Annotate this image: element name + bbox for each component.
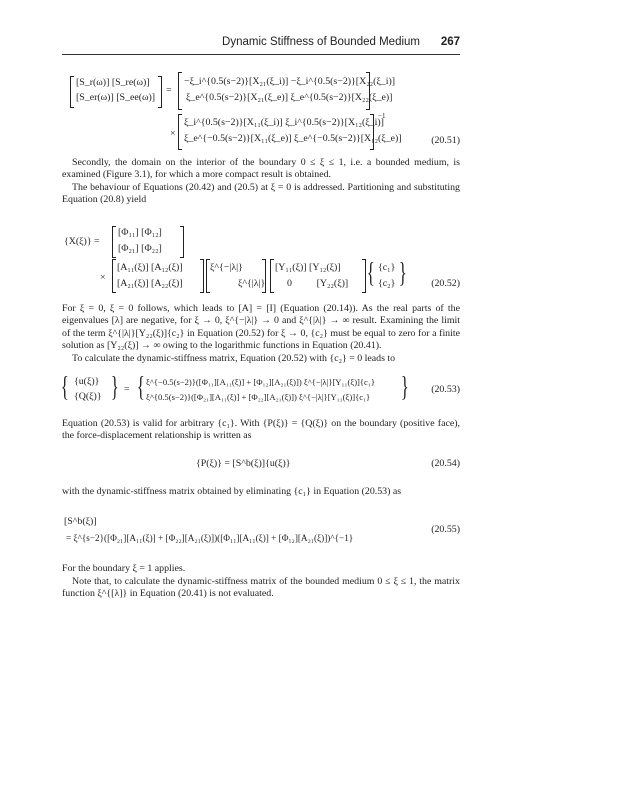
bracket-right: [262, 259, 266, 293]
brace-left: {: [136, 372, 145, 403]
eq-20-52-lhs: {X(ξ)} =: [64, 236, 100, 247]
eq-number-20-51: (20.51): [431, 135, 460, 146]
paragraph-behaviour: The behaviour of Equations (20.42) and (20.5) at ξ = 0 is addressed. Partitioning and substituting Equation (20.8) yield: [62, 182, 460, 206]
brace-left: {: [366, 258, 375, 289]
eq-20-52-phi-row2: [Φ₂₁] [Φ₂₂]: [118, 243, 162, 254]
eq-20-52-phi-row1: [Φ₁₁] [Φ₁₂]: [118, 227, 162, 238]
eq-20-51-lhs-row1: [S_r(ω)] [S_re(ω)]: [76, 77, 150, 88]
bracket-left: [112, 226, 116, 258]
eq-20-52-y-row2: 0 [Y₂₂(ξ)]: [287, 278, 349, 289]
bracket-right: [158, 76, 162, 108]
eq-number-20-55: (20.55): [431, 524, 460, 535]
eq-number-20-54: (20.54): [431, 458, 460, 469]
eq-20-51-times: ×: [170, 128, 176, 139]
bracket-left: [112, 259, 116, 293]
eq-number-20-52: (20.52): [431, 278, 460, 289]
paragraph-note: Note that, to calculate the dynamic-stiffness matrix of the bounded medium 0 ≤ ξ ≤ 1, the matrix function ξ^{[λ]} in Equation (20.41) is not evaluated.: [62, 576, 460, 600]
bracket-right: [180, 226, 184, 258]
eq-20-52-xi-row2: ξ^{|λ|}: [238, 278, 266, 289]
eq-20-53-rhs-row2: ξ^{0.5(s−2)}([Φ₂₁][A₁₁(ξ)] + [Φ₂₂][A₂₁(ξ)]) ξ^{−|λ|}[Y₁₁(ξ)]{c₁}: [146, 392, 371, 402]
paragraph-calculate: To calculate the dynamic-stiffness matrix, Equation (20.52) with {c₂} = 0 leads to: [72, 353, 396, 364]
eq-20-54-body: {P(ξ)} = [S^b(ξ)]{u(ξ)}: [196, 458, 291, 469]
eq-20-52-c2: {c₂}: [378, 278, 396, 289]
eq-20-55-line2: = ξ^{s−2}([Φ₂₁][A₁₁(ξ)] + [Φ₂₂][A₂₁(ξ)])([Φ₁₁][A₁₁(ξ)] + [Φ₁₂][A₂₁(ξ)])^{−1}: [66, 533, 354, 543]
eq-20-52-a-row1: [A₁₁(ξ)] [A₁₂(ξ)]: [117, 262, 183, 273]
paragraph-eliminating: with the dynamic-stiffness matrix obtained by eliminating {c₁} in Equation (20.53) as: [62, 486, 402, 497]
eq-20-51-m2-row1: ξ_i^{0.5(s−2)}[X₁₁(ξ_i)] ξ_i^{0.5(s−2)}[X₁₂(ξ_i)]: [184, 117, 384, 128]
eq-20-53-lhs-row2: {Q(ξ)}: [74, 391, 102, 402]
eq-20-53-rhs-row1: ξ^{−0.5(s−2)}([Φ₁₁][A₁₁(ξ)] + [Φ₁₂][A₂₁(ξ)]) ξ^{−|λ|}[Y₁₁(ξ)]{c₁}: [146, 377, 375, 387]
eq-number-20-53: (20.53): [431, 384, 460, 395]
bracket-left: [70, 76, 74, 108]
bracket-left: [178, 114, 182, 150]
eq-20-51-equals: =: [166, 85, 172, 96]
eq-20-51-lhs-row2: [S_er(ω)] [S_ee(ω)]: [76, 92, 156, 103]
page-number: 267: [440, 36, 460, 48]
header-rule: [62, 54, 460, 55]
bracket-right: [200, 259, 204, 293]
eq-20-53-lhs-row1: {u(ξ)}: [74, 376, 100, 387]
running-head-title: Dynamic Stiffness of Bounded Medium: [222, 36, 420, 48]
eq-20-52-times: ×: [100, 272, 106, 283]
eq-20-52-c1: {c₁}: [378, 262, 396, 273]
paragraph-domain: Secondly, the domain on the interior of the boundary 0 ≤ ξ ≤ 1, i.e. a bounded medium, is examined (Figure 3.1), for which a more compact result is obtained.: [62, 157, 460, 181]
eq-20-52-xi-row1: ξ^{−|λ|}: [210, 262, 243, 273]
running-head: [62, 36, 460, 52]
brace-right: }: [110, 372, 119, 403]
eq-20-51-inverse: −1: [378, 112, 386, 120]
eq-20-55-line1: [S^b(ξ)]: [64, 516, 97, 527]
paragraph-limit: For ξ = 0, ξ = 0 follows, which leads to [A] = [I] (Equation (20.14)). As the real parts of the eigenvalues [λ] are negative, for ξ → 0, ξ^{−|λ|} → 0 and ξ^{|λ|} → ∞ result. Examining the limit of the term ξ^{|λ|}[Y₂₂(ξ)]{c₂} in Equation (20.52) for ξ → 0, {c₂} must be equal to zero for a finite solution as [Y₂₂(ξ)] → ∞ owing to the logarithmic functions in Equation (20.41).: [62, 303, 460, 351]
bracket-left: [178, 72, 182, 110]
bracket-right: [362, 259, 366, 293]
bracket-left: [270, 259, 274, 293]
brace-right: }: [398, 258, 407, 289]
brace-right: }: [400, 372, 409, 403]
bracket-right: [366, 72, 370, 110]
bracket-right: [370, 114, 374, 150]
eq-20-51-m2-row2: ξ_e^{−0.5(s−2)}[X₁₁(ξ_e)] ξ_e^{−0.5(s−2)}[X₁₂(ξ_e)]: [184, 133, 402, 144]
paragraph-boundary: For the boundary ξ = 1 applies.: [62, 563, 186, 574]
eq-20-53-equals: =: [124, 384, 130, 395]
eq-20-52-a-row2: [A₂₁(ξ)] [A₂₂(ξ)]: [117, 278, 183, 289]
brace-left: {: [60, 372, 69, 403]
eq-20-51-m1-row1: −ξ_i^{0.5(s−2)}[X₂₁(ξ_i)] −ξ_i^{0.5(s−2)}[X₂₂(ξ_i)]: [184, 76, 396, 87]
paragraph-valid: Equation (20.53) is valid for arbitrary {c₁}. With {P(ξ)} = {Q(ξ)} on the boundary (positive face), the force-displacement relationship is written as: [62, 418, 460, 442]
eq-20-51-m1-row2: ξ_e^{0.5(s−2)}[X₂₁(ξ_e)] ξ_e^{0.5(s−2)}[X₂₂(ξ_e)]: [186, 92, 393, 103]
eq-20-52-y-row1: [Y₁₁(ξ)] [Y₁₂(ξ)]: [275, 262, 341, 273]
